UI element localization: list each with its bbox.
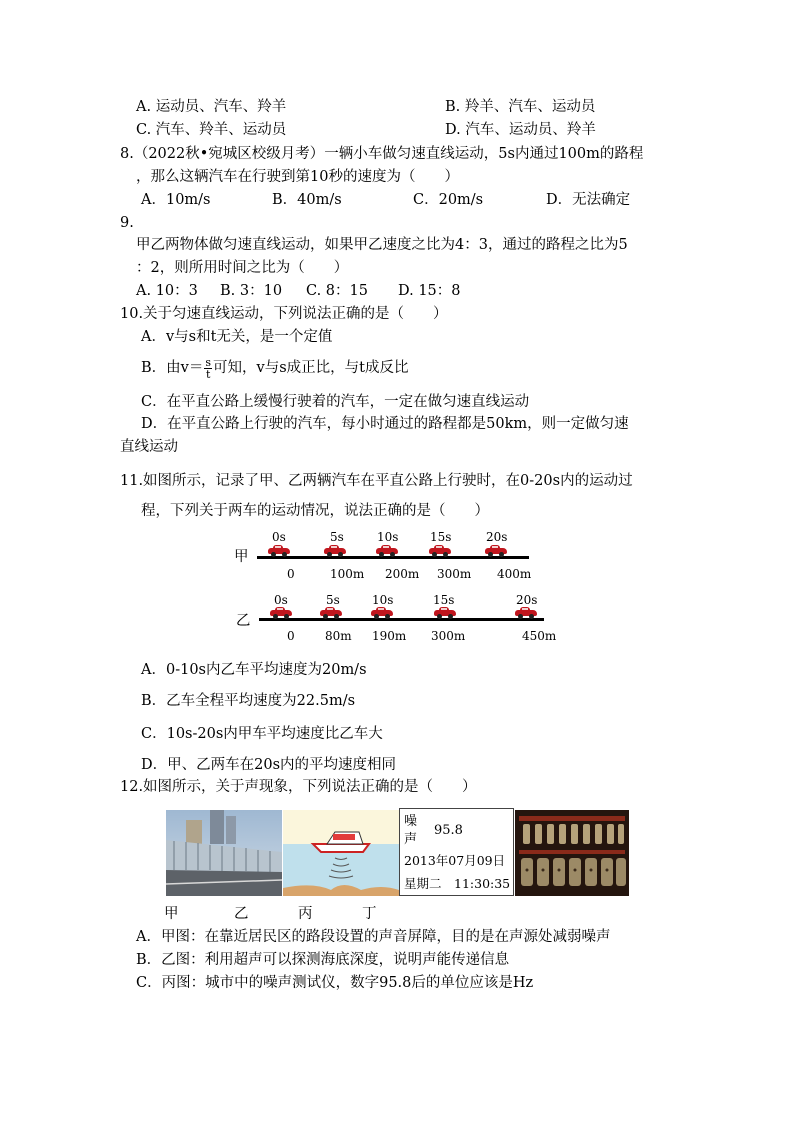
caption-jia: 甲	[164, 906, 179, 922]
jia-label: 甲	[234, 549, 249, 565]
q8-option-c: C．20m/s	[413, 192, 484, 208]
yi-car-icon	[270, 607, 292, 617]
jia-car-icon	[429, 545, 451, 555]
yi-time-label: 5s	[326, 593, 340, 607]
yi-distance-label: 450m	[522, 629, 557, 643]
q8-stem-line1: 8.（2022秋•宛城区校级月考）一辆小车做匀速直线运动，5s内通过100m的路程	[120, 146, 644, 162]
q7-option-b: B. 羚羊、汽车、运动员	[445, 99, 596, 115]
jia-car-icon	[324, 545, 346, 555]
yi-time-label: 10s	[372, 593, 394, 607]
jia-time-label: 5s	[330, 530, 344, 544]
yi-car-icon	[434, 607, 456, 617]
q8-option-b: B．40m/s	[272, 192, 342, 208]
jia-distance-label: 0	[287, 567, 295, 581]
yi-time-label: 0s	[274, 593, 288, 607]
q11-option-b: B．乙车全程平均速度为22.5m/s	[141, 693, 356, 709]
q11-option-c: C．10s-20s内甲车平均速度比乙车大	[141, 726, 383, 742]
fraction-s-over-t	[204, 357, 212, 380]
caption-ding: 丁	[362, 906, 377, 922]
meter-date: 2013年07月09日	[404, 853, 506, 868]
jia-time-label: 0s	[272, 530, 286, 544]
yi-time-label: 20s	[516, 593, 538, 607]
jia-distance-label: 100m	[330, 567, 365, 581]
fraction-numerator: s	[205, 355, 212, 369]
q9-stem-line2: ：2，则所用时间之比为（ ）	[136, 260, 349, 276]
q12-stem: 12.如图所示，关于声现象，下列说法正确的是（ ）	[120, 779, 477, 795]
fraction-denominator: t	[205, 367, 211, 381]
q10-option-d-line2: 直线运动	[120, 439, 178, 455]
noise-meter-display	[399, 808, 514, 896]
caption-bing: 丙	[298, 906, 313, 922]
caption-yi: 乙	[234, 906, 249, 922]
q12-option-b: B．乙图：利用超声可以探测海底深度，说明声能传递信息	[136, 952, 510, 968]
q9-option-b: B. 3：10	[220, 283, 283, 299]
jia-car-icon	[485, 545, 507, 555]
q10-stem: 10.关于匀速直线运动，下列说法正确的是（ ）	[120, 306, 448, 322]
sound-barrier-photo	[166, 810, 282, 896]
meter-value: 95.8	[434, 823, 463, 838]
q7-option-c: C. 汽车、羚羊、运动员	[136, 122, 287, 138]
q9-option-c: C. 8：15	[306, 283, 368, 299]
chime-bells-photo	[515, 810, 629, 896]
yi-time-label: 15s	[433, 593, 455, 607]
sonar-ship-illustration	[283, 810, 399, 896]
yi-car-icon	[320, 607, 342, 617]
q12-option-c: C．丙图：城市中的噪声测试仪，数字95.8后的单位应该是Hz	[136, 975, 534, 991]
yi-car-icon	[515, 607, 537, 617]
q10-option-c: C．在平直公路上缓慢行驶着的汽车，一定在做匀速直线运动	[141, 394, 530, 410]
jia-time-label: 10s	[377, 530, 399, 544]
yi-distance-label: 300m	[431, 629, 466, 643]
jia-car-icon	[268, 545, 290, 555]
q10-option-b-suffix: 可知，v与s成正比，与t成反比	[213, 360, 409, 376]
jia-distance-label: 300m	[437, 567, 472, 581]
q9-number: 9.	[120, 215, 134, 231]
q8-stem-line2: ，那么这辆汽车在行驶到第10秒的速度为（ ）	[136, 169, 459, 185]
q8-option-d: D．无法确定	[546, 192, 631, 208]
yi-label: 乙	[236, 613, 251, 629]
q10-option-b-prefix: B．由v＝	[141, 360, 204, 376]
jia-time-label: 20s	[486, 530, 508, 544]
meter-label-2: 声	[404, 832, 418, 847]
q11-option-d: D．甲、乙两车在20s内的平均速度相同	[141, 757, 397, 773]
meter-label-1: 噪	[404, 814, 418, 829]
q12-option-a: A．甲图：在靠近居民区的路段设置的声音屏障，目的是在声源处减弱噪声	[136, 929, 611, 945]
q7-option-d: D. 汽车、运动员、羚羊	[445, 122, 596, 138]
q9-option-a: A. 10：3	[136, 283, 198, 299]
jia-car-icon	[376, 545, 398, 555]
yi-road-line	[259, 618, 544, 621]
q8-option-a: A．10m/s	[141, 192, 211, 208]
q11-stem-line2: 程，下列关于两车的运动情况，说法正确的是（ ）	[141, 503, 489, 519]
q10-option-b	[141, 352, 408, 384]
jia-distance-label: 400m	[497, 567, 532, 581]
yi-distance-label: 0	[287, 629, 295, 643]
q10-option-d-line1: D．在平直公路上行驶的汽车，每小时通过的路程都是50km，则一定做匀速	[141, 416, 629, 432]
yi-distance-label: 190m	[372, 629, 407, 643]
jia-time-label: 15s	[430, 530, 452, 544]
q9-option-d: D. 15：8	[398, 283, 461, 299]
q11-stem-line1: 11.如图所示，记录了甲、乙两辆汽车在平直公路上行驶时，在0-20s内的运动过	[120, 473, 633, 489]
q10-option-a: A．v与s和t无关，是一个定值	[141, 329, 333, 345]
yi-car-icon	[371, 607, 393, 617]
q7-option-a: A. 运动员、汽车、羚羊	[136, 99, 287, 115]
yi-distance-label: 80m	[325, 629, 352, 643]
q9-stem-line1: 甲乙两物体做匀速直线运动，如果甲乙速度之比为4：3，通过的路程之比为5	[136, 237, 628, 253]
jia-distance-label: 200m	[385, 567, 420, 581]
q11-option-a: A．0-10s内乙车平均速度为20m/s	[141, 662, 367, 678]
meter-time: 星期二 11:30:35	[404, 876, 511, 891]
